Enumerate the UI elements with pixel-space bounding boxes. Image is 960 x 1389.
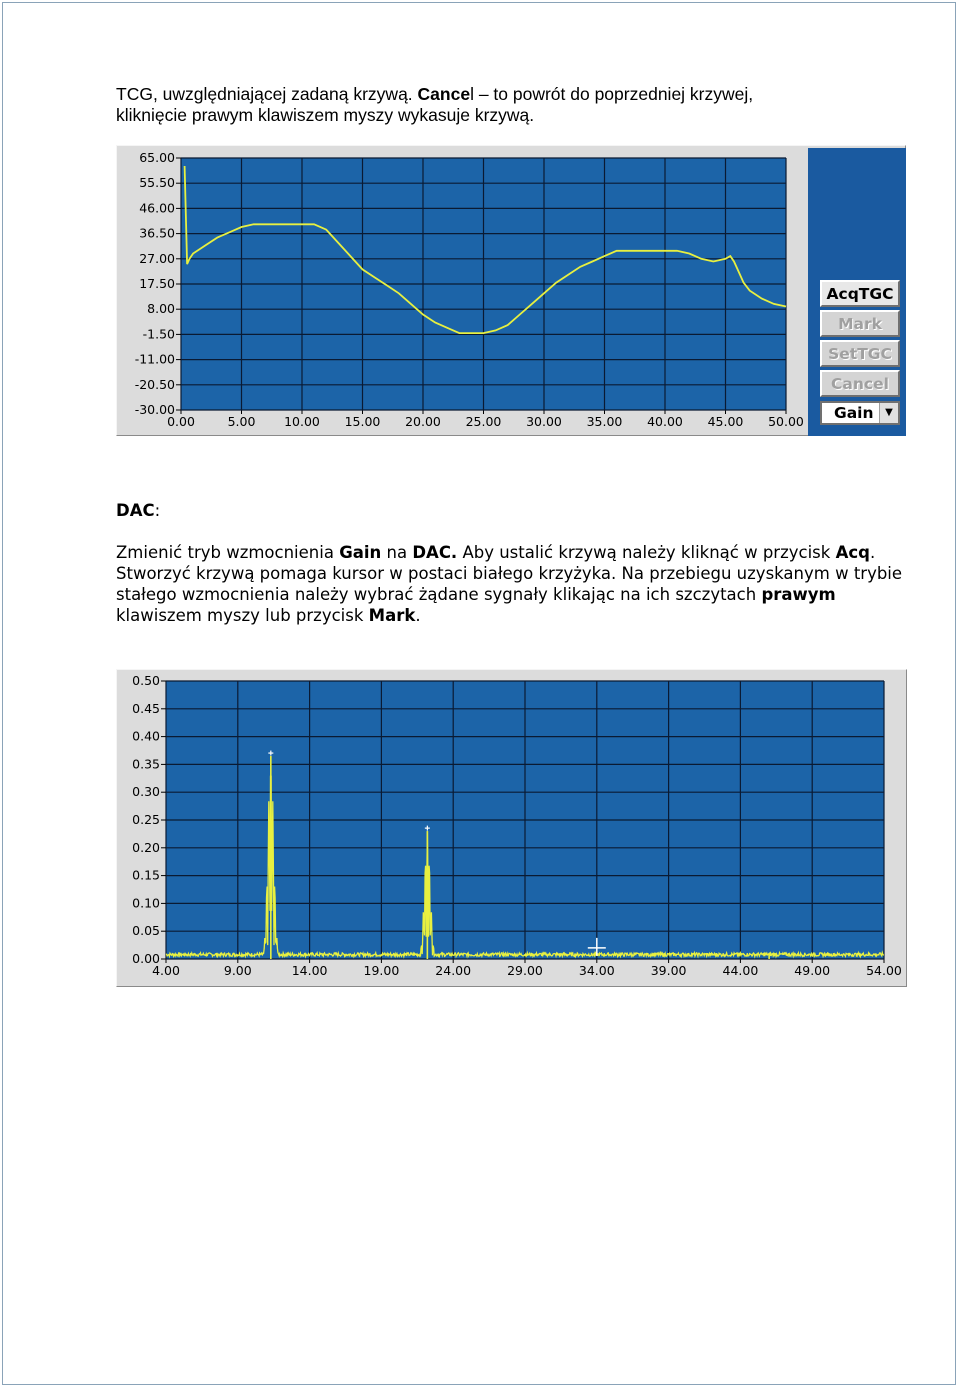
settgc-button[interactable]: SetTGC <box>820 340 900 367</box>
dac-y-tick-label: 0.40 <box>132 728 160 744</box>
dac-x-tick-label: 9.00 <box>223 963 252 978</box>
para2-s1: Zmienić tryb wzmocnienia <box>116 543 340 562</box>
dac-heading-bold: DAC <box>116 501 155 520</box>
tgc-x-tick-label: 15.00 <box>344 414 381 429</box>
para2-s2: na <box>381 543 413 562</box>
tgc-button-group <box>820 280 902 425</box>
dac-y-tick-label: 0.00 <box>132 951 160 966</box>
dac-y-tick-label: 0.20 <box>132 839 160 855</box>
dac-y-tick-label: 0.25 <box>132 812 160 827</box>
tgc-x-tick-label: 30.00 <box>526 414 562 429</box>
dropdown-arrow-icon[interactable]: ▼ <box>879 403 898 423</box>
gain-mode-select[interactable] <box>820 401 900 425</box>
tgc-x-tick-label: 45.00 <box>707 414 744 429</box>
paragraph-dac-instructions <box>116 542 906 626</box>
dac-heading <box>116 500 160 521</box>
tgc-y-tick-label: 27.00 <box>139 250 175 266</box>
paragraph-tgc-cancel <box>116 84 876 126</box>
tgc-x-tick-label: 10.00 <box>284 414 320 429</box>
dac-y-tick-label: 0.45 <box>132 700 160 716</box>
dac-x-tick-label: 14.00 <box>291 963 328 978</box>
dac-x-tick-label: 24.00 <box>435 963 472 978</box>
tgc-y-tick-label: 55.50 <box>139 175 175 191</box>
dac-chart-widget <box>116 669 907 987</box>
tgc-y-tick-label: -30.00 <box>134 402 175 417</box>
dac-y-tick-label: 0.50 <box>132 673 160 688</box>
gain-mode-value: Gain <box>834 404 874 422</box>
para1-text-a: TCG, uwzględniającej zadaną krzywą. <box>116 84 418 104</box>
mark-button[interactable]: Mark <box>820 310 900 337</box>
dac-y-tick-label: 0.15 <box>132 867 160 883</box>
para2-b2: DAC. <box>412 543 458 562</box>
para2-b4: prawym <box>761 585 836 604</box>
dac-x-tick-label: 4.00 <box>152 963 180 978</box>
para2-s3: Aby ustalić krzywą należy kliknąć w przycisk <box>457 543 836 562</box>
para2-b1: Gain <box>339 543 382 562</box>
dac-heading-colon: : <box>154 501 161 520</box>
tgc-y-tick-label: 17.50 <box>139 276 175 291</box>
para1-text-b: l – to powrót do poprzedniej krzywej, <box>470 84 754 104</box>
dac-y-tick-label: 0.30 <box>132 784 160 800</box>
para2-b3: Acq <box>835 543 870 562</box>
tgc-x-tick-label: 25.00 <box>465 414 502 429</box>
tgc-chart-widget <box>116 145 906 436</box>
cancel-button[interactable]: Cancel <box>820 370 900 397</box>
para1-cancel-bold: Cance <box>417 84 471 104</box>
tgc-x-tick-label: 40.00 <box>647 414 683 429</box>
dac-x-tick-label: 29.00 <box>507 963 543 978</box>
tgc-y-tick-label: 46.00 <box>139 200 175 216</box>
para2-s4: . Stworzyć krzywą pomaga kursor w postaci białego krzyżyka. Na przebiegu uzyskanym w trybie stałego wzmocnienia należy wybrać żądane sygnały klikając na ich szczytach <box>116 543 903 604</box>
tgc-y-tick-label: 65.00 <box>139 150 175 165</box>
dac-x-tick-label: 54.00 <box>866 963 902 978</box>
tgc-x-tick-label: 20.00 <box>405 414 441 429</box>
dac-x-tick-label: 19.00 <box>363 963 400 978</box>
acqtgc-button[interactable]: AcqTGC <box>820 280 900 307</box>
dac-x-tick-label: 39.00 <box>650 963 687 978</box>
tgc-x-tick-label: 5.00 <box>227 414 256 429</box>
dac-y-tick-label: 0.05 <box>132 923 160 939</box>
tgc-y-tick-label: 36.50 <box>139 225 175 241</box>
tgc-x-tick-label: 35.00 <box>586 414 623 429</box>
dac-x-tick-label: 44.00 <box>722 963 759 978</box>
tgc-x-tick-label: 0.00 <box>167 414 195 429</box>
tgc-y-tick-label: -1.50 <box>142 326 175 342</box>
para2-s5: klawiszem myszy lub przycisk <box>116 606 369 625</box>
dac-y-tick-label: 0.10 <box>132 895 160 911</box>
dac-x-tick-label: 34.00 <box>578 963 615 978</box>
dac-x-tick-label: 49.00 <box>794 963 831 978</box>
dac-y-tick-label: 0.35 <box>132 756 160 772</box>
tgc-x-tick-label: 50.00 <box>768 414 804 429</box>
para1-line2: kliknięcie prawym klawiszem myszy wykasuje krzywą. <box>116 105 535 125</box>
para2-b5: Mark <box>368 606 416 625</box>
tgc-y-tick-label: -20.50 <box>134 376 175 392</box>
tgc-y-tick-label: 8.00 <box>147 301 175 317</box>
tgc-y-tick-label: -11.00 <box>134 351 175 367</box>
para2-s6: . <box>415 606 421 625</box>
